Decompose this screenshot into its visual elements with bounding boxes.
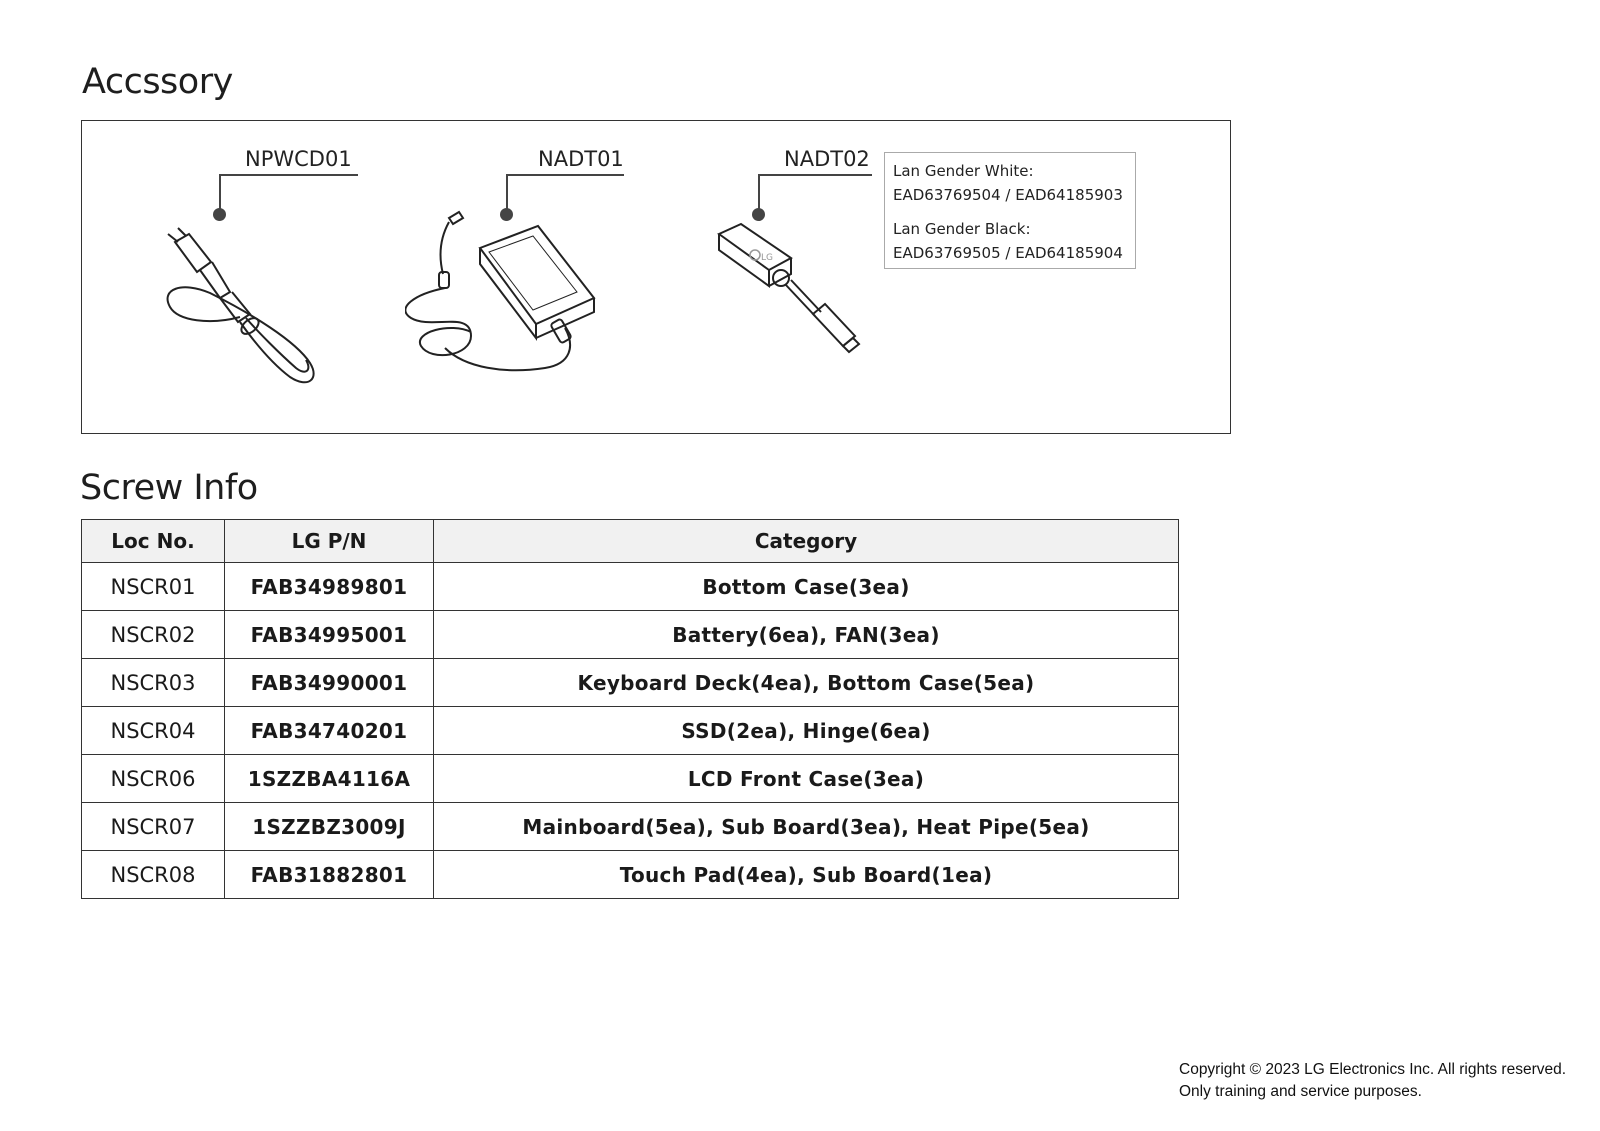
loc-no-cell: NSCR03	[82, 659, 225, 707]
svg-text:LG: LG	[761, 253, 773, 263]
copyright-text: Copyright © 2023 LG Electronics Inc. All rights reserved.	[1179, 1061, 1567, 1078]
header-lg-pn: LG P/N	[225, 520, 434, 563]
callout-dot	[213, 208, 226, 221]
loc-no-cell: NSCR08	[82, 851, 225, 899]
table-row	[82, 803, 1179, 851]
lg-pn-cell: FAB31882801	[225, 851, 434, 899]
loc-no-cell: NSCR04	[82, 707, 225, 755]
header-loc-no: Loc No.	[82, 520, 225, 563]
table-row	[82, 659, 1179, 707]
loc-no-cell: NSCR02	[82, 611, 225, 659]
accessory-title: Accssory	[82, 62, 233, 102]
leader-line	[219, 174, 358, 216]
table-row	[82, 611, 1179, 659]
table-header-row	[82, 520, 1179, 563]
lan-gender-white-pn: EAD63769504 / EAD64185903	[893, 186, 1123, 204]
lan-gender-black-label: Lan Gender Black:	[893, 220, 1031, 238]
category-cell: Touch Pad(4ea), Sub Board(1ea)	[434, 851, 1179, 899]
lan-gender-icon	[715, 220, 875, 365]
lg-pn-cell: 1SZZBZ3009J	[225, 803, 434, 851]
category-cell: LCD Front Case(3ea)	[434, 755, 1179, 803]
table-row	[82, 707, 1179, 755]
footer-copyright	[1179, 1059, 1566, 1103]
leader-line	[758, 174, 872, 216]
screw-info-title: Screw Info	[80, 468, 258, 508]
category-cell: Bottom Case(3ea)	[434, 563, 1179, 611]
screw-info-table	[81, 519, 1179, 899]
loc-no-cell: NSCR01	[82, 563, 225, 611]
lg-pn-cell: FAB34990001	[225, 659, 434, 707]
lg-pn-cell: FAB34740201	[225, 707, 434, 755]
lg-pn-cell: 1SZZBA4116A	[225, 755, 434, 803]
category-cell: Battery(6ea), FAN(3ea)	[434, 611, 1179, 659]
callout-label-nadt02: NADT02	[784, 147, 870, 171]
lg-pn-cell: FAB34995001	[225, 611, 434, 659]
callout-label-npwcd01: NPWCD01	[245, 147, 352, 171]
header-category: Category	[434, 520, 1179, 563]
lan-gender-white-label: Lan Gender White:	[893, 162, 1034, 180]
callout-label-nadt01: NADT01	[538, 147, 624, 171]
table-row	[82, 851, 1179, 899]
usage-note: Only training and service purposes.	[1179, 1083, 1422, 1100]
lan-gender-black-pn: EAD63769505 / EAD64185904	[893, 244, 1123, 262]
table-row	[82, 563, 1179, 611]
ac-adapter-icon	[405, 200, 600, 380]
category-cell: Mainboard(5ea), Sub Board(3ea), Heat Pipe(5ea)	[434, 803, 1179, 851]
power-cord-icon	[150, 222, 330, 392]
category-cell: Keyboard Deck(4ea), Bottom Case(5ea)	[434, 659, 1179, 707]
lg-pn-cell: FAB34989801	[225, 563, 434, 611]
category-cell: SSD(2ea), Hinge(6ea)	[434, 707, 1179, 755]
loc-no-cell: NSCR07	[82, 803, 225, 851]
table-row	[82, 755, 1179, 803]
loc-no-cell: NSCR06	[82, 755, 225, 803]
lan-gender-info-box	[884, 152, 1136, 269]
